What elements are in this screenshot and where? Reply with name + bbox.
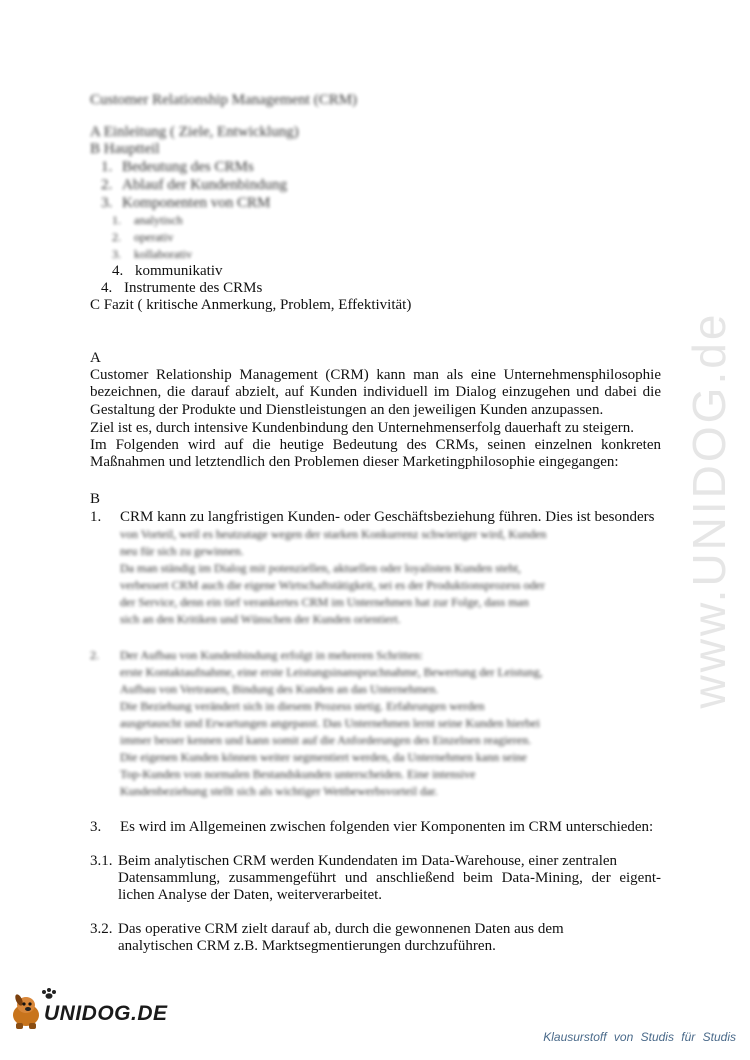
outline-title: Customer Relationship Management (CRM) <box>90 92 358 108</box>
outline-c: C Fazit ( kritische Anmerkung, Problem, Effektivität) <box>90 297 412 313</box>
item-3-1-line: Datensammlung, zusammengeführt und anschließend beim Data-Mining, der eigent- <box>118 870 661 886</box>
outline-b-num-1: 1. <box>101 159 113 175</box>
item-2-line: Die Beziehung verändert sich in diesem Prozess stetig. Erfahrungen werden <box>120 699 485 713</box>
item-1-line: sich an den Kritiken und Wünschen der Kunden orientiert. <box>120 612 401 626</box>
item-1-line: verbessert CRM auch die eigene Wirtschaftstätigkeit, sei es der Produktionsprozess oder <box>120 578 545 592</box>
component-num-1: 1. <box>112 213 121 227</box>
component-num-2: 2. <box>112 230 121 244</box>
component-3: kollaborativ <box>134 247 192 261</box>
section-a-paragraph-2: Ziel ist es, durch intensive Kundenbindung den Unternehmenserfolg dauerhaft zu steigern. <box>90 420 635 436</box>
item-1-line: von Vorteil, weil es heutzutage wegen der starken Konkurrenz schwieriger wird, Kunden <box>120 527 547 541</box>
item-2-line: Kundenbeziehung stellt sich als wichtiger Wettbewerbsvorteil dar. <box>120 784 438 798</box>
outline-a: A Einleitung ( Ziele, Entwicklung) <box>90 124 299 140</box>
outline-b-item-1: Bedeutung des CRMs <box>122 159 254 175</box>
outline-b-num-2: 2. <box>101 177 113 193</box>
item-2-line: immer besser kennen und kann somit auf die Anforderungen des Einzelnen reagieren. <box>120 733 532 747</box>
item-2-line: Der Aufbau von Kundenbindung erfolgt in mehreren Schritten: <box>120 648 423 662</box>
item-1-line: der Service, denn ein tief verankertes CRM im Unternehmen hat zur Folge, dass man <box>120 595 529 609</box>
item-1-line: Da man ständig im Dialog mit potenziellen, aktuellen oder loyalisten Kunden steht, <box>120 561 521 575</box>
component-4: kommunikativ <box>135 263 223 279</box>
component-num-4: 4. <box>112 263 124 279</box>
item-3-text: Es wird im Allgemeinen zwischen folgenden vier Komponenten im CRM unterschieden: <box>120 819 654 835</box>
component-1: analytisch <box>134 213 183 227</box>
watermark: www.UNIDOG.de <box>683 311 735 709</box>
item-3-2-line: Das operative CRM zielt darauf ab, durch die gewonnenen Daten aus dem <box>118 921 564 937</box>
logo-text[interactable]: UNIDOG.DE <box>44 1002 168 1025</box>
item-2-line: Aufbau von Vertrauen, Bindung des Kunden an das Unternehmen. <box>120 682 439 696</box>
outline-b-num-4: 4. <box>101 280 113 296</box>
item-3-1-line: Beim analytischen CRM werden Kundendaten im Data-Warehouse, einer zentralen <box>118 853 618 869</box>
section-a-paragraph-1: Customer Relationship Management (CRM) kann man als eine Unternehmensphilosophie bezeichnen, die darauf abzielt, auf Kunden individuell im Dialog einzugehen und dabei die Gestaltung der Produkte und Dienstleistungen an den jeweiligen Kunden anzupassen. <box>90 367 661 418</box>
item-1-line: neu für sich zu gewinnen. <box>120 544 244 558</box>
outline-b: B Hauptteil <box>90 141 160 157</box>
outline-b-num-3: 3. <box>101 195 113 211</box>
item-1-lead: CRM kann zu langfristigen Kunden- oder Geschäftsbeziehung führen. Dies ist besonders <box>120 509 655 525</box>
item-2-number: 2. <box>90 648 99 662</box>
outline-b-item-2: Ablauf der Kundenbindung <box>122 177 287 193</box>
outline-b-item-4: Instrumente des CRMs <box>124 280 263 296</box>
component-2: operativ <box>134 230 174 244</box>
item-3-1-line: lichen Analyse der Daten, weiterverarbeitet. <box>118 887 383 903</box>
outline-b-item-3: Komponenten von CRM <box>122 195 271 211</box>
section-a-label: A <box>90 350 101 366</box>
item-1-number: 1. <box>90 509 102 525</box>
footer-tagline: Klausurstoff von Studis für Studis <box>543 1030 736 1044</box>
component-num-3: 3. <box>112 247 121 261</box>
item-2-line: ausgetauscht und Erwartungen angepasst. Das Unternehmen lernt seine Kunden hierbei <box>120 716 540 730</box>
item-3-2-line: analytischen CRM z.B. Marktsegmentierungen durchzuführen. <box>118 938 496 954</box>
item-2-line: Top-Kunden von normalen Bestandskunden unterscheiden. Eine intensive <box>120 767 476 781</box>
item-3-1-number: 3.1. <box>90 853 113 869</box>
item-3-2-number: 3.2. <box>90 921 113 937</box>
item-2-line: Die eigenen Kunden können weiter segmentiert werden, da Unternehmen kann seine <box>120 750 527 764</box>
item-2-line: erste Kontaktaufnahme, eine erste Leistungsinanspruchnahme, Bewertung der Leistung, <box>120 665 543 679</box>
item-3-number: 3. <box>90 819 102 835</box>
section-a-paragraph-3: Im Folgenden wird auf die heutige Bedeutung des CRMs, seinen einzelnen konkreten Maßnahmen und letztendlich den Problemen dieser Marketingphilosophie eingegangen: <box>90 437 661 471</box>
section-b-label: B <box>90 491 101 507</box>
